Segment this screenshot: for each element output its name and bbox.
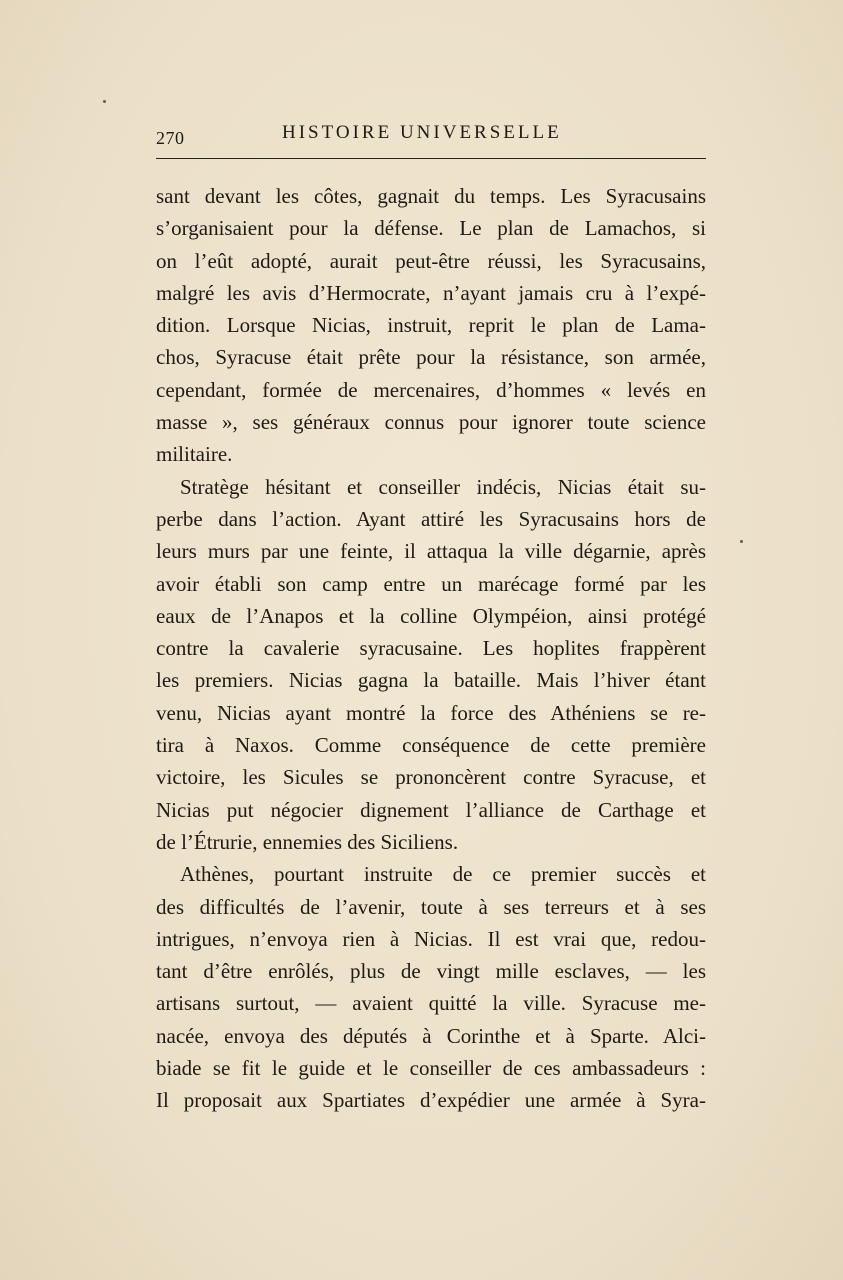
text-line: dition. Lorsque Nicias, instruit, reprit le plan de Lama-: [156, 313, 706, 338]
paper-speck: [740, 540, 743, 543]
header-rule: [156, 158, 706, 159]
text-line: Stratège hésitant et conseiller indécis, Nicias était su-: [180, 474, 706, 499]
text-line: masse », ses généraux connus pour ignorer toute science: [156, 410, 706, 435]
body-text: [156, 180, 706, 1117]
text-line: venu, Nicias ayant montré la force des Athéniens se re-: [156, 700, 706, 725]
text-line: victoire, les Sicules se prononcèrent contre Syracuse, et: [156, 765, 706, 790]
text-line: contre la cavalerie syracusaine. Les hoplites frappèrent: [156, 636, 706, 661]
text-line: Il proposait aux Spartiates d’expédier une armée à Syra-: [156, 1088, 706, 1113]
text-line: chos, Syracuse était prête pour la résistance, son armée,: [156, 345, 706, 370]
text-line: cependant, formée de mercenaires, d’hommes « levés en: [156, 377, 706, 402]
text-line: de l’Étrurie, ennemies des Siciliens.: [156, 829, 459, 854]
text-line: s’organisaient pour la défense. Le plan de Lamachos, si: [156, 216, 706, 241]
paragraph: [156, 471, 706, 859]
text-line: Athènes, pourtant instruite de ce premier succès et: [180, 862, 706, 887]
running-head: HISTOIRE UNIVERSELLE: [282, 122, 562, 143]
text-line: perbe dans l’action. Ayant attiré les Syracusains hors de: [156, 506, 706, 531]
text-line: biade se fit le guide et le conseiller de ces ambassadeurs :: [156, 1056, 706, 1081]
text-line: Nicias put négocier dignement l’alliance de Carthage et: [156, 797, 706, 822]
text-line: artisans surtout, — avaient quitté la ville. Syracuse me-: [156, 991, 706, 1016]
paragraph: [156, 858, 706, 1116]
text-line: malgré les avis d’Hermocrate, n’ayant jamais cru à l’expé-: [156, 280, 706, 305]
text-line: eaux de l’Anapos et la colline Olympéion, ainsi protégé: [156, 603, 706, 628]
text-line: leurs murs par une feinte, il attaqua la ville dégarnie, après: [156, 539, 706, 564]
text-line: avoir établi son camp entre un marécage formé par les: [156, 571, 706, 596]
text-line: on l’eût adopté, aurait peut-être réussi, les Syracusains,: [156, 248, 706, 273]
page-number: 270: [156, 128, 185, 148]
text-line: sant devant les côtes, gagnait du temps. Les Syracusains: [156, 184, 706, 208]
text-line: des difficultés de l’avenir, toute à ses terreurs et à ses: [156, 894, 706, 919]
text-line: nacée, envoya des députés à Corinthe et à Sparte. Alci-: [156, 1023, 706, 1048]
page-header: [156, 122, 706, 152]
text-line: intrigues, n’envoya rien à Nicias. Il est vrai que, redou-: [156, 926, 706, 951]
text-line: les premiers. Nicias gagna la bataille. Mais l’hiver étant: [156, 668, 706, 693]
text-line: tant d’être enrôlés, plus de vingt mille esclaves, — les: [156, 959, 706, 984]
text-line: tira à Naxos. Comme conséquence de cette première: [156, 733, 706, 758]
text-line: militaire.: [156, 442, 233, 467]
paragraph: [156, 180, 706, 471]
paper-speck: [103, 100, 106, 103]
